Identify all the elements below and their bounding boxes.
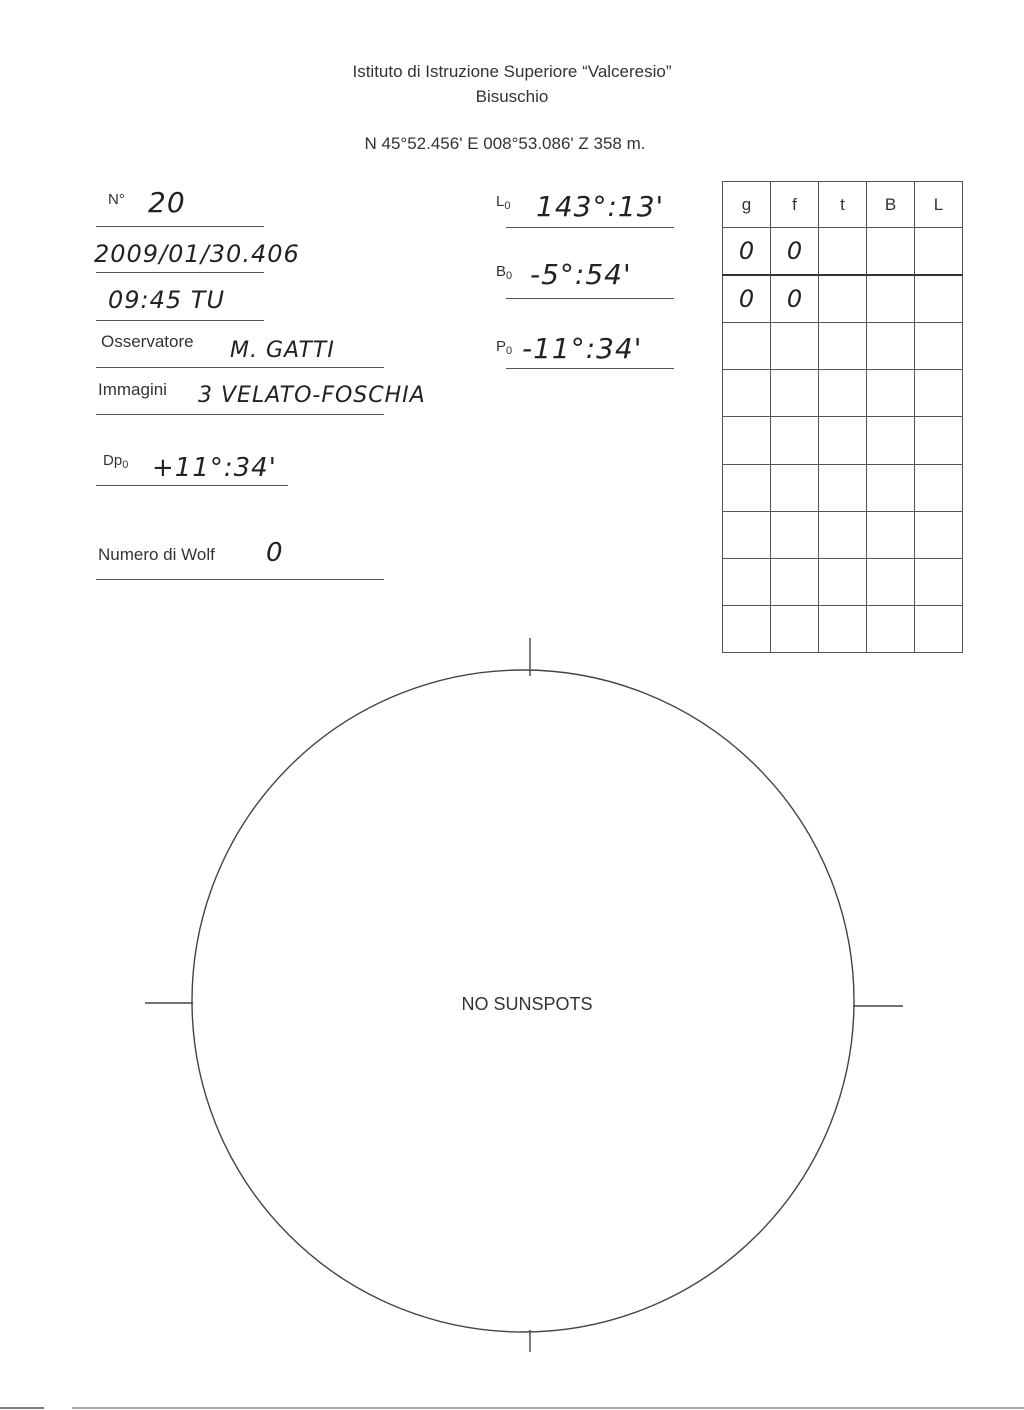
wolf-label: Numero di Wolf — [98, 545, 215, 564]
p0-label-text: P — [496, 338, 507, 355]
dp0-label-text: Dp — [103, 452, 123, 469]
images-label: Immagini — [98, 380, 167, 399]
number-label: N° — [108, 191, 125, 208]
header-b: B — [867, 182, 915, 228]
l0-value: 143°:13' — [536, 190, 665, 223]
date-value: 2009/01/30.406 — [94, 240, 300, 268]
dp0-value: +11°:34' — [152, 453, 277, 483]
header-l: L — [915, 182, 963, 228]
l0-label: $L_0$ — [496, 193, 511, 212]
observatory-coordinates: N 45°52.456' E 008°53.086' Z 358 m. — [364, 134, 646, 153]
observer-value: M. GATTI — [230, 338, 335, 363]
institute-name: Istituto di Istruzione Superiore “Valceresio” — [352, 62, 672, 81]
p0-label: $P_0$ — [496, 338, 513, 357]
b0-value: -5°:54' — [530, 258, 632, 291]
table-cell: 0 — [771, 228, 819, 276]
b0-label-text: B — [496, 263, 507, 280]
header-t: t — [819, 182, 867, 228]
table-cell: 0 — [723, 228, 771, 276]
l0-label-text: L — [496, 193, 505, 210]
disk-note: NO SUNSPOTS — [461, 994, 593, 1014]
header-f: f — [771, 182, 819, 228]
number-value: 20 — [148, 186, 186, 219]
table-cell: 0 — [723, 275, 771, 323]
header-g: g — [723, 182, 771, 228]
institute-town: Bisuschio — [475, 87, 549, 106]
wolf-value: 0 — [266, 538, 284, 568]
b0-label: $B_0$ — [496, 263, 513, 282]
time-value: 09:45 TU — [108, 286, 226, 314]
images-value: 3 VELATO-FOSCHIA — [198, 383, 426, 408]
table-cell: 0 — [771, 275, 819, 323]
observer-label: Osservatore — [101, 332, 194, 351]
dp0-label: $Dp_0$ — [103, 452, 129, 471]
p0-value: -11°:34' — [522, 332, 643, 365]
